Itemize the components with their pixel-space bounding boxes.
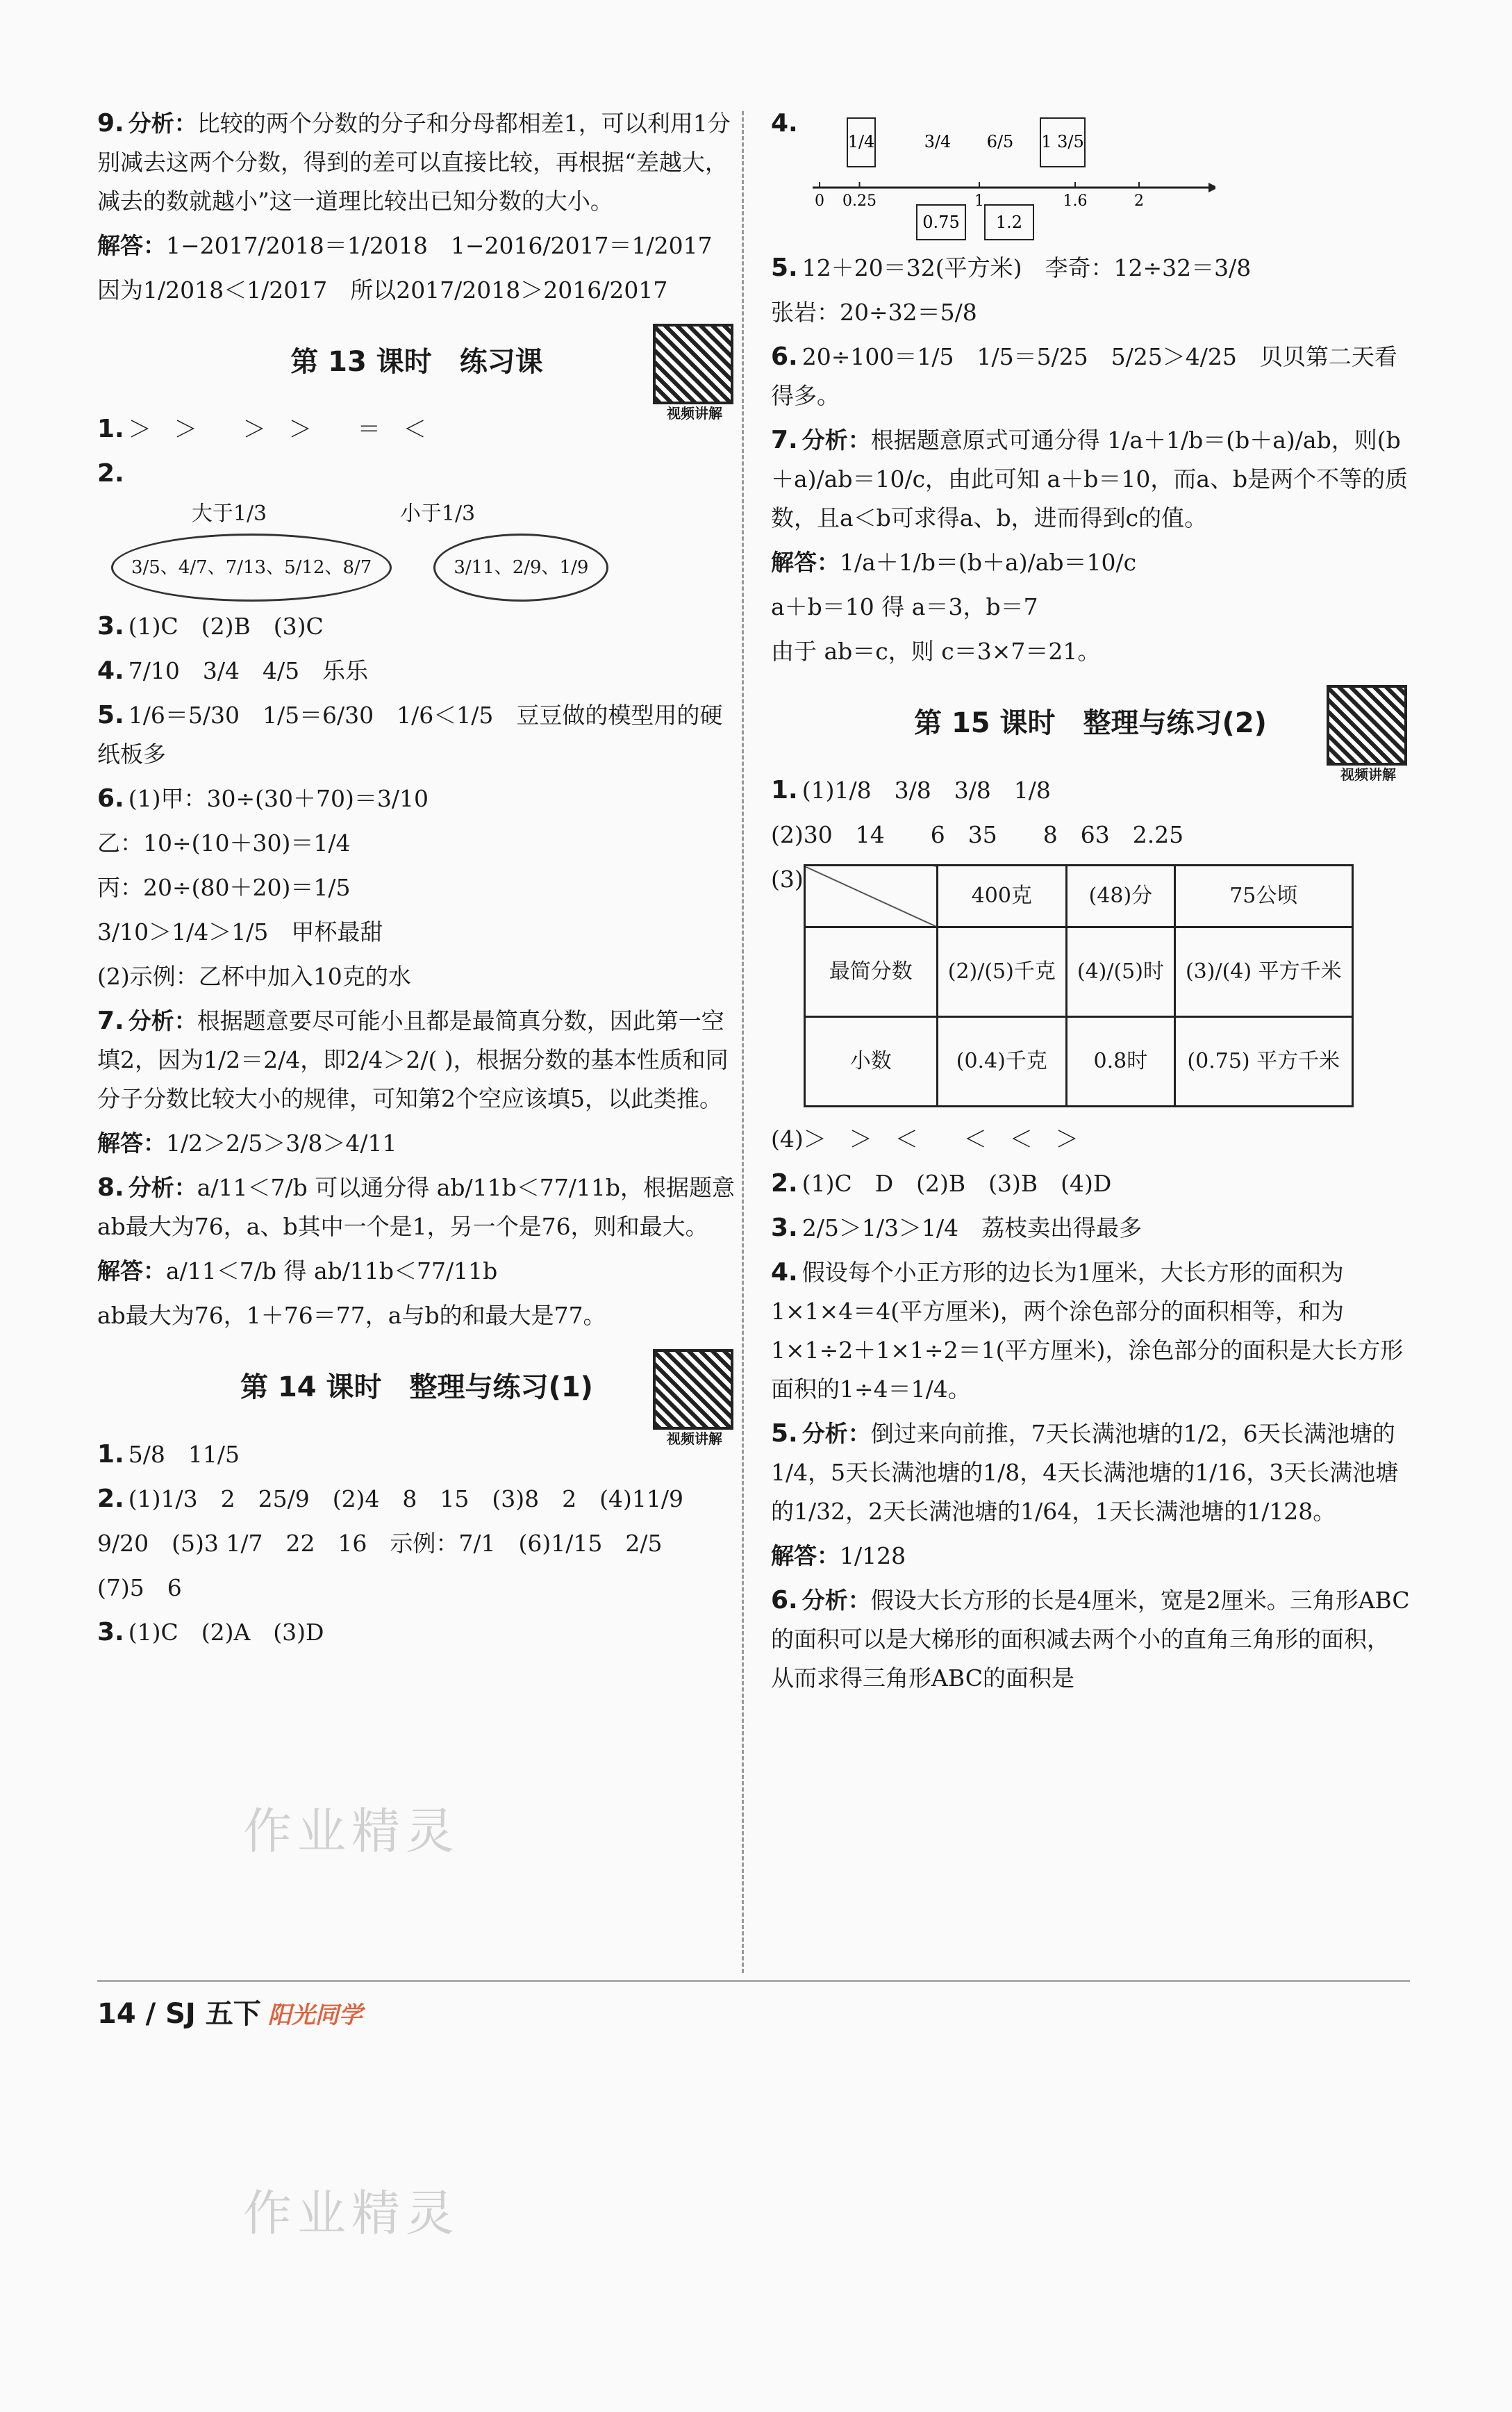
s14-q2-line3: (7)5 6 xyxy=(97,1574,182,1601)
number-line xyxy=(799,104,1215,243)
qr-label: 视频讲解 xyxy=(667,405,722,422)
r-q7-text: 根据题意原式可通分得 1/a＋1/b＝(b＋a)/ab，则(b＋a)/ab＝10/c，由此可知 a＋b＝10，而a、b是两个不等的质数，且a＜b可求得a、b，进而得到c的值。 xyxy=(771,427,1409,531)
r-q7 xyxy=(771,421,1410,538)
s15-q4-text: 假设每个小正方形的边长为1厘米，大长方形的面积为1×1×4＝4(平方厘米)，两个涂色部分的面积相等，和为1×1÷2＋1×1÷2＝1(平方厘米)，涂色部分的面积是大长方形面积的1÷4＝1/4。 xyxy=(771,1259,1404,1403)
table-header-cell: (48)分 xyxy=(1066,866,1174,927)
s15-q1-line4: (4)＞ ＞ ＜ ＜ ＜ ＞ xyxy=(771,1125,1079,1153)
q9 xyxy=(97,104,736,221)
s13-q8-answer-line1: a/11＜7/b 得 ab/11b＜77/11b xyxy=(166,1257,498,1285)
s14-q3-number: 3. xyxy=(97,1618,124,1646)
tick-label: 2 xyxy=(1134,192,1144,210)
q9-answer-label: 解答： xyxy=(97,232,166,259)
column-divider xyxy=(742,111,744,1973)
s13-q8-answer xyxy=(97,1252,736,1291)
s15-q1 xyxy=(771,771,1410,810)
s13-q6-line4: 3/10＞1/4＞1/5 甲杯最甜 xyxy=(97,918,383,945)
s15-q2 xyxy=(771,1164,1410,1203)
s13-q7-answer xyxy=(97,1124,736,1163)
r-q7-number: 7. xyxy=(771,426,798,454)
watermark: 作业精灵 xyxy=(243,2185,460,2242)
s15-q5-text: 倒过来向前推，7天长满池塘的1/2，6天长满池塘的1/4，5天长满池塘的1/8，4天长满池塘的1/16，3天长满池塘的1/32，2天长满池塘的1/64，1天长满池塘的1/128。 xyxy=(771,1420,1399,1525)
greater-oval: 3/5、4/7、7/13、5/12、8/7 xyxy=(111,534,392,602)
r-q5-number: 5. xyxy=(771,254,798,282)
s15-q3-text: 2/5＞1/3＞1/4 荔枝卖出得最多 xyxy=(801,1214,1143,1241)
table-cell: (2)/(5)千克 xyxy=(937,927,1066,1017)
s13-q6-number: 6. xyxy=(97,784,124,813)
s14-q2 xyxy=(97,1480,736,1519)
less-oval: 3/11、2/9、1/9 xyxy=(433,534,608,602)
s13-q8-text: a/11＜7/b 可以通分得 ab/11b＜77/11b，根据题意ab最大为76，a、b其中一个是1，另一个是76，则和最大。 xyxy=(97,1174,735,1240)
axis-arrow-icon xyxy=(1208,183,1215,192)
q9-answer-line1: 1−2017/2018＝1/2018 1−2016/2017＝1/2017 xyxy=(166,232,713,259)
r-q4 xyxy=(771,104,1410,243)
s15-q5-label: 分析： xyxy=(801,1420,871,1447)
s13-q1-text: ＞ ＞ ＞ ＞ ＝ ＜ xyxy=(128,415,426,443)
s15-q5-answer xyxy=(771,1537,1410,1576)
r-q6-number: 6. xyxy=(771,342,798,371)
table-cell: 最简分数 xyxy=(804,927,937,1017)
s14-q1-number: 1. xyxy=(97,1440,124,1469)
table-cell: (0.4)千克 xyxy=(937,1017,1066,1107)
s14-q1 xyxy=(97,1435,736,1474)
box-one-three-fifths-label: 1 3/5 xyxy=(1041,132,1084,151)
section-15-title: 第 15 课时 整理与练习(2) xyxy=(914,707,1267,739)
s13-q4-text: 7/10 3/4 4/5 乐乐 xyxy=(128,657,369,684)
s13-q2 xyxy=(97,454,736,602)
s13-q6-line2: 乙：10÷(10＋30)＝1/4 xyxy=(97,829,351,857)
s13-q6-line1: (1)甲：30÷(30＋70)＝3/10 xyxy=(128,785,429,812)
r-q6 xyxy=(771,338,1410,415)
r-q5-line2: 张岩：20÷32＝5/8 xyxy=(771,299,977,326)
brand-logo: 阳光同学 xyxy=(267,2001,363,2029)
section-13-heading xyxy=(97,331,736,422)
r-q7-answer-line2: a＋b＝10 得 a＝3，b＝7 xyxy=(771,593,1038,620)
s13-q8-answer-line2: ab最大为76，1＋76＝77，a与b的和最大是77。 xyxy=(97,1302,606,1329)
r-q7-answer xyxy=(771,543,1410,582)
r-q7-answer-label: 解答： xyxy=(771,549,840,576)
s15-q4 xyxy=(771,1253,1410,1409)
table-cell: (0.75) 平方千米 xyxy=(1174,1017,1352,1107)
s13-q3 xyxy=(97,607,736,646)
r-q6-text: 20÷100＝1/5 1/5＝5/25 5/25＞4/25 贝贝第二天看得多。 xyxy=(771,343,1397,409)
s15-q1-part3-label: (3) xyxy=(771,866,804,893)
s15-q6-label: 分析： xyxy=(801,1587,871,1614)
qr-code-15[interactable] xyxy=(1327,685,1410,784)
s15-q1-line1: (1)1/8 3/8 3/8 1/8 xyxy=(801,777,1051,804)
table-header-cell: 75公顷 xyxy=(1174,866,1352,927)
q9-text: 比较的两个分数的分子和分母都相差1，可以利用1分别减去这两个分数，得到的差可以直接比较，再根据“差越大，减去的数就越小”这一道理比较出已知分数的大小。 xyxy=(97,110,731,215)
r-q5-line1: 12＋20＝32(平方米) 李奇：12÷32＝3/8 xyxy=(801,254,1252,281)
s13-q8 xyxy=(97,1168,736,1246)
right-column xyxy=(771,104,1410,1703)
r-q7-answer-line1: 1/a＋1/b＝(b＋a)/ab＝10/c xyxy=(840,549,1137,576)
s15-q1-number: 1. xyxy=(771,776,798,804)
conversion-table xyxy=(804,864,1354,1107)
s15-q3 xyxy=(771,1209,1410,1248)
s15-q3-number: 3. xyxy=(771,1214,798,1242)
s14-q3 xyxy=(97,1613,736,1652)
section-14-heading xyxy=(97,1356,736,1447)
less-than-label: 小于1/3 xyxy=(399,502,476,526)
s13-q4-number: 4. xyxy=(97,656,124,685)
qr-icon xyxy=(1327,685,1407,766)
table-row xyxy=(804,1017,1352,1107)
left-column xyxy=(97,104,736,1658)
s15-q5-answer-text: 1/128 xyxy=(840,1542,906,1569)
tick-label: 1 xyxy=(974,192,984,210)
section-14-title: 第 14 课时 整理与练习(1) xyxy=(240,1371,593,1403)
s14-q2-number: 2. xyxy=(97,1485,124,1513)
s13-q8-number: 8. xyxy=(97,1173,124,1202)
section-13-title: 第 13 课时 练习课 xyxy=(290,346,543,378)
q9-label: 分析： xyxy=(128,110,197,137)
table-header-cell: 400克 xyxy=(937,866,1066,927)
s14-q1-text: 5/8 11/5 xyxy=(128,1441,240,1468)
s13-q7-text: 根据题意要尽可能小且都是最简真分数，因此第一空填2，因为1/2＝2/4，即2/4＞2/( )，根据分数的基本性质和同分子分数比较大小的规律，可知第2个空应该填5，以此类推。 xyxy=(97,1007,729,1112)
s13-q1-number: 1. xyxy=(97,415,124,443)
s13-q5 xyxy=(97,696,736,774)
s13-q5-text: 1/6＝5/30 1/5＝6/30 1/6＜1/5 豆豆做的模型用的硬纸板多 xyxy=(97,702,723,768)
s15-q5-number: 5. xyxy=(771,1419,798,1448)
qr-icon xyxy=(653,324,733,404)
qr-label: 视频讲解 xyxy=(1340,766,1396,783)
s13-q3-text: (1)C (2)B (3)C xyxy=(128,613,324,640)
r-q5 xyxy=(771,249,1410,288)
s13-q7-answer-text: 1/2＞2/5＞3/8＞4/11 xyxy=(166,1130,397,1157)
q9-answer xyxy=(97,226,736,265)
s15-q5 xyxy=(771,1414,1410,1531)
s15-q1-line3 xyxy=(771,860,1410,1114)
s13-q7-number: 7. xyxy=(97,1007,124,1035)
qr-code-14[interactable] xyxy=(653,1349,736,1448)
qr-label: 视频讲解 xyxy=(667,1430,722,1447)
watermark: 作业精灵 xyxy=(243,1803,460,1860)
box-0-75-label: 0.75 xyxy=(922,213,960,232)
box-1-2-label: 1.2 xyxy=(995,213,1023,232)
s13-q3-number: 3. xyxy=(97,612,124,641)
q9-number: 9. xyxy=(97,109,124,138)
s13-q2-number: 2. xyxy=(97,459,124,488)
s13-q7 xyxy=(97,1002,736,1118)
qr-icon xyxy=(653,1349,733,1430)
s13-q4 xyxy=(97,652,736,691)
s13-q7-answer-label: 解答： xyxy=(97,1130,166,1157)
tick-label: 0 xyxy=(815,192,824,210)
tick-label: 1.6 xyxy=(1063,192,1088,210)
r-q7-answer-line3: 由于 ab＝c，则 c＝3×7＝21。 xyxy=(771,638,1101,665)
table-cell: (3)/(4) 平方千米 xyxy=(1174,927,1352,1017)
box-quarter-label: 1/4 xyxy=(847,132,875,151)
s13-q2-labels xyxy=(125,493,736,534)
s15-q6-number: 6. xyxy=(771,1586,798,1614)
s13-q8-answer-label: 解答： xyxy=(97,1257,166,1285)
s15-q2-number: 2. xyxy=(771,1169,798,1198)
qr-code-13[interactable] xyxy=(653,324,736,422)
tick-label: 0.25 xyxy=(842,192,877,210)
table-row xyxy=(804,927,1352,1017)
s14-q2-line1: (1)1/3 2 25/9 (2)4 8 15 (3)8 2 (4)11/9 xyxy=(128,1485,684,1512)
s15-q6-text: 假设大长方形的长是4厘米，宽是2厘米。三角形ABC的面积可以是大梯形的面积减去两个小的直角三角形的面积，从而求得三角形ABC的面积是 xyxy=(771,1587,1410,1692)
table-corner-cell xyxy=(804,866,937,927)
table-cell: 小数 xyxy=(804,1017,937,1107)
page-footer xyxy=(97,1980,1410,2031)
table-header-row xyxy=(804,866,1352,927)
s15-q1-line2: (2)30 14 6 35 8 63 2.25 xyxy=(771,821,1184,848)
s13-q6-line5: (2)示例：乙杯中加入10克的水 xyxy=(97,963,411,990)
r-q7-label: 分析： xyxy=(801,427,871,454)
page-number: 14 / SJ 五下 xyxy=(97,1998,261,2030)
s13-q1 xyxy=(97,410,736,449)
s14-q2-line2: 9/20 (5)3 1/7 22 16 示例：7/1 (6)1/15 2/5 xyxy=(97,1530,663,1557)
s15-q2-text: (1)C D (2)B (3)B (4)D xyxy=(801,1170,1112,1197)
section-15-heading xyxy=(771,692,1410,783)
r-q4-number: 4. xyxy=(771,109,798,138)
s13-q5-number: 5. xyxy=(97,701,124,729)
table-cell: (4)/(5)时 xyxy=(1066,927,1174,1017)
label-three-quarters: 3/4 xyxy=(924,132,952,151)
table-cell: 0.8时 xyxy=(1066,1017,1174,1107)
s13-q7-label: 分析： xyxy=(128,1007,197,1034)
s13-q2-ovals xyxy=(97,534,736,602)
s14-q3-text: (1)C (2)A (3)D xyxy=(128,1619,324,1646)
greater-than-label: 大于1/3 xyxy=(191,502,267,526)
s15-q5-answer-label: 解答： xyxy=(771,1542,840,1569)
s15-q4-number: 4. xyxy=(771,1258,798,1287)
s15-q6 xyxy=(771,1581,1410,1698)
s13-q6 xyxy=(97,779,736,818)
q9-answer-line2: 因为1/2018＜1/2017 所以2017/2018＞2016/2017 xyxy=(97,276,668,304)
s13-q8-label: 分析： xyxy=(128,1174,197,1201)
s13-q6-line3: 丙：20÷(80＋20)＝1/5 xyxy=(97,874,351,901)
label-six-fifths: 6/5 xyxy=(986,132,1014,151)
